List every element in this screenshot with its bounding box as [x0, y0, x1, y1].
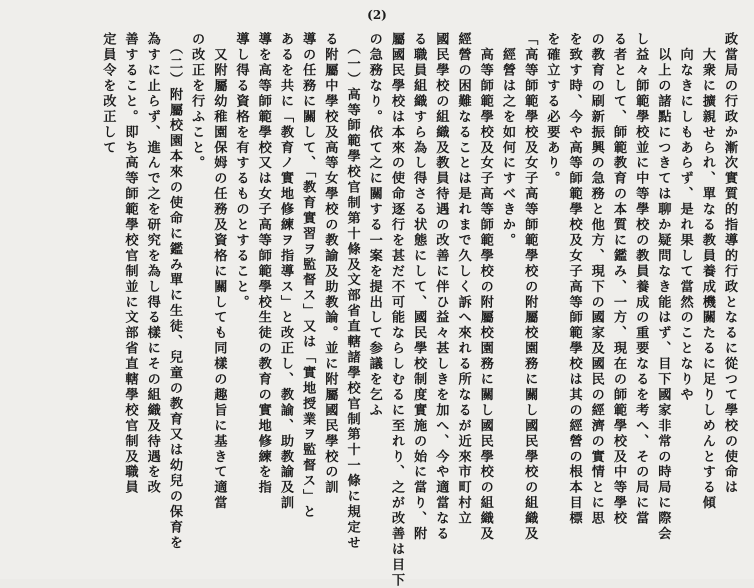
text-line: 導の任務に關して、「教育實習ヲ監督ス」又は「實地授業ヲ監督ス」と [300, 32, 316, 520]
text-line: の改正を行ふこと。 [189, 32, 205, 172]
text-line: 定員令を改正して [100, 32, 116, 156]
page-number: (2) [367, 8, 387, 22]
text-line: 經營の困難なることは是れまで久しく訴へ來れる所なるが近來市町村立 [455, 32, 471, 527]
text-line: 向なきにしもあらず、是れ果して當然のことなりや [677, 32, 693, 403]
text-line: 導し得る資格を有するものとすること。 [233, 32, 249, 311]
text-line: 政當局の行政か漸次實質的指導的行政となるに從つて學校の使命は [722, 32, 737, 496]
text-line: る附屬中學校及高等女學校の教諭及助教論。並に附屬國民學校の訓 [322, 32, 338, 496]
text-line: の教育の刷新振興の急務と他方、現下の國家及國民の經濟の實情とに思 [588, 32, 604, 527]
text-line: 大衆に擴親せられ、單なる教員養成機關たるに足りしめんとする傾 [699, 32, 715, 511]
text-line: 「高等師範學校及女子高等師範學校の附屬校園務に關し國民學校の組織及 [522, 32, 538, 542]
text-line: あるを共に「教育ノ實地修練ヲ指導ス」と改正し、教諭、助教諭及訓 [277, 32, 293, 511]
text-line: 善すること。即ち高等師範學校官制並に文部省直轄學校官制及職員 [122, 32, 138, 496]
text-line: を致す時、今や高等師範學校及女子高等師範學校は其の經營の根本目標 [566, 32, 582, 527]
text-line: （一）高等師範學校官制第十條及文部省直轄諸學校官制第十一條に規定せ [344, 32, 360, 551]
text-line: る職員組織すら為し得さる状態にして、國民學校制度實施の始に當り、附 [411, 32, 427, 542]
text-line: 屬國民學校は本來の使命逐行を甚だ不可能ならしむるに至れり、之が改善は目下 [388, 32, 404, 588]
text-line: 經營は之を如何にすべきか。 [499, 32, 515, 249]
text-line: る者として、師範教育の本質に鑑み、一方、現在の師範學校及中等學校 [610, 32, 626, 527]
text-line: 為すに止らず、進んで之を研究を為し得る樣にその組織及待遇を改 [144, 32, 160, 496]
text-line: 又附屬幼稚園保姆の任務及資格に關しても同樣の趣旨に基きて適當 [211, 32, 227, 511]
text-line: し益々師範學校並に中等學校の教員養成の重要なるを考へ、その局に當 [633, 32, 649, 527]
text-line: 以上の諸點につきては聊か疑問なき能はず、目下國家非常の時局に際会 [655, 32, 671, 542]
text-line: （二）附屬校園本來の使命に鑑み單に生徒、兒童の教育又は幼兒の保育を [166, 32, 182, 551]
text-line: 國民學校の組織及教員待遇の改善に伴ひ益々甚しきを加へ、今や適當なる [433, 32, 449, 542]
text-line: 高等師範學校及女子高等師範學校の附屬校園務に關し國民學校の組織及 [477, 32, 493, 542]
body-text [12, 32, 740, 588]
text-line: の急務なり。依て之に關する一案を提出して参議を乞ふ [366, 32, 382, 419]
text-line: を確立する必要あり。 [544, 32, 560, 187]
text-line: 導を高等師範學校又は女子高等師範學校生徒の教育の實地修練を指 [255, 32, 271, 496]
